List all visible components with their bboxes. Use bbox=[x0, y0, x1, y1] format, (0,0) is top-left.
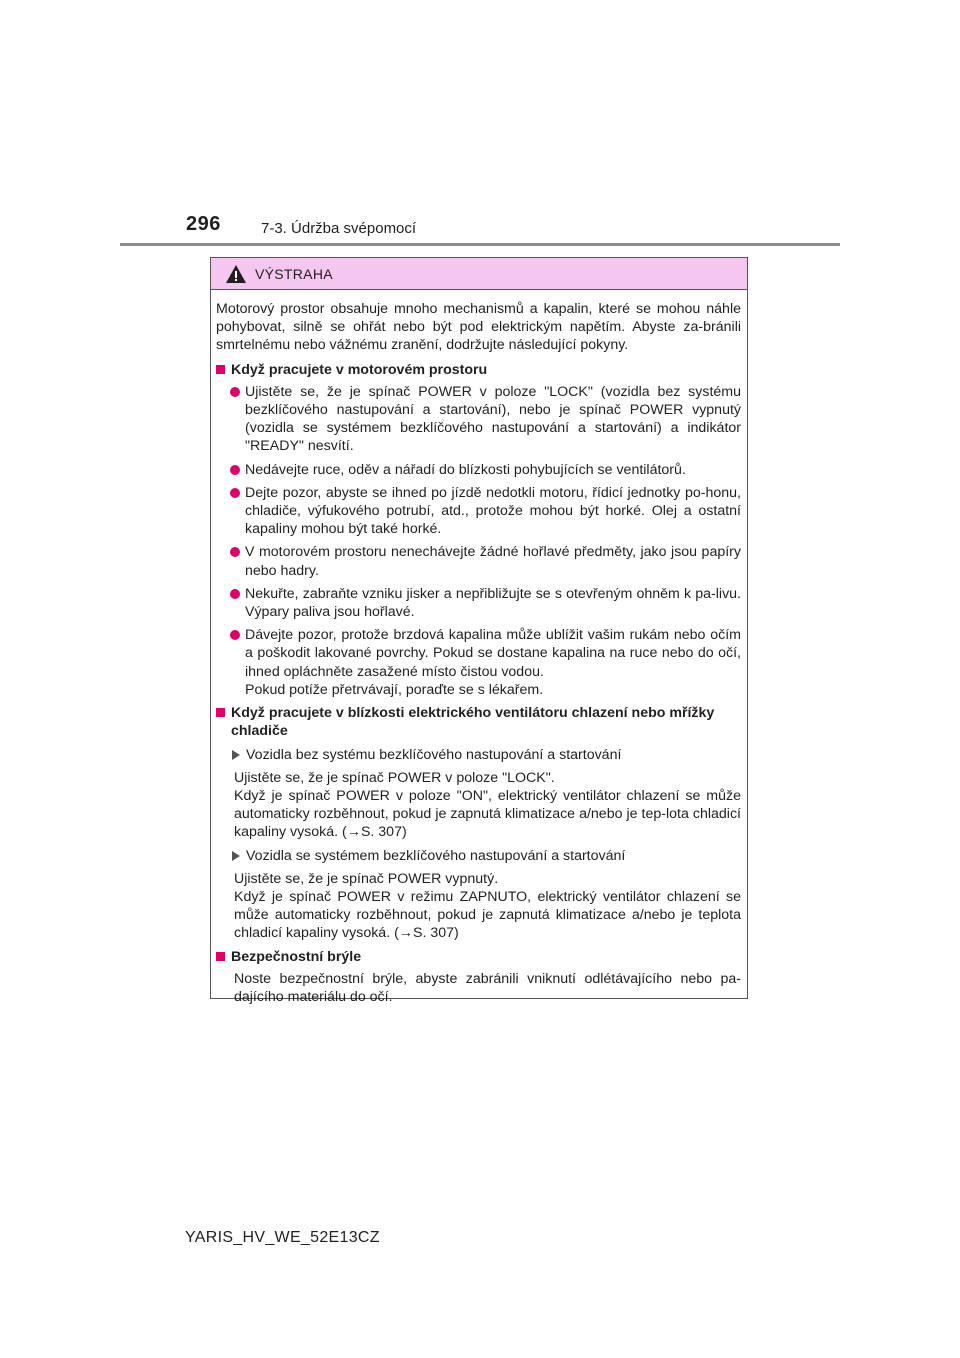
round-bullet-icon bbox=[230, 387, 240, 397]
square-bullet-icon bbox=[216, 365, 225, 374]
heading-text: Když pracujete v blízkosti elektrického ventilátoru chlazení nebo mřížky chladiče bbox=[231, 705, 715, 740]
sub-item bbox=[230, 746, 741, 764]
sub-item-title: Vozidla bez systému bezklíčového nastupování a startování bbox=[246, 747, 622, 764]
sub-item bbox=[230, 847, 741, 865]
sub-item-title: Vozidla se systémem bezklíčového nastupování a startování bbox=[246, 848, 626, 865]
square-bullet-icon bbox=[216, 952, 225, 961]
list-item bbox=[230, 585, 741, 621]
warning-body bbox=[211, 290, 747, 1006]
round-bullet-icon bbox=[230, 547, 240, 557]
header-rule bbox=[120, 243, 840, 246]
warning-title: VÝSTRAHA bbox=[255, 265, 333, 282]
paragraph-line: Ujistěte se, že je spínač POWER vypnutý. bbox=[234, 870, 499, 887]
arrow-bullet-icon bbox=[232, 851, 240, 861]
warning-box bbox=[210, 257, 748, 1005]
heading-text: Bezpečnostní brýle bbox=[231, 948, 362, 965]
paragraph: Noste bezpečnostní brýle, abyste zabránili vniknutí odlétávajícího nebo pa-dajícího materiálu do očí. bbox=[234, 970, 741, 1005]
square-bullet-icon bbox=[216, 708, 225, 717]
page-number: 296 bbox=[186, 213, 221, 235]
heading-text: Když pracujete v motorovém prostoru bbox=[231, 361, 488, 378]
list-item bbox=[230, 383, 741, 456]
section-title: 7-3. Údržba svépomocí bbox=[261, 220, 417, 237]
warning-triangle-icon bbox=[225, 264, 247, 284]
list-item-text-line: Pokud potíže přetrvávají, poraďte se s lékařem. bbox=[245, 681, 544, 698]
section-heading-fan bbox=[216, 704, 741, 740]
list-item-text: Ujistěte se, že je spínač POWER v poloze "LOCK" (vozidla bez systému bezklíčového nastupování a startování), nebo je spínač POWER vypnutý (vozidla se systémem bezklíčového nastupování a startování) a indikátor "READY" nesvítí. bbox=[245, 383, 741, 455]
list-item-text: V motorovém prostoru nenechávejte žádné hořlavé předměty, jako jsou papíry nebo hadry. bbox=[245, 544, 741, 579]
warning-intro: Motorový prostor obsahuje mnoho mechanismů a kapalin, které se mohou náhle pohybovat, silně se ohřát nebo být pod elektrickým napětím. Abyste za-bránili smrtelnému nebo vážnému zranění, dodržujte následující pokyny. bbox=[216, 301, 741, 354]
list-item-text: Dejte pozor, abyste se ihned po jízdě nedotkli motoru, řídicí jednotky po-honu, chladiče, výfukového potrubí, atd., protože mohou být horké. Olej a ostatní kapaliny mohou být také horké. bbox=[245, 484, 741, 538]
list-item bbox=[230, 461, 741, 479]
list-item bbox=[230, 543, 741, 579]
warning-header bbox=[211, 258, 747, 290]
list-item bbox=[230, 626, 741, 699]
list-item-text: Nedávejte ruce, oděv a nářadí do blízkosti pohybujících se ventilátorů. bbox=[245, 461, 686, 478]
paragraph-line: Když je spínač POWER v poloze "ON", elektrický ventilátor chlazení se může automaticky rozběhnout, pokud je zapnutá klimatizace a/nebo je tep-lota chladicí kapaliny vysoká. (→S. 307) bbox=[234, 787, 741, 841]
section-heading-engine bbox=[216, 361, 741, 379]
round-bullet-icon bbox=[230, 488, 240, 498]
list-item-text bbox=[245, 626, 741, 699]
round-bullet-icon bbox=[230, 630, 240, 640]
list-item-text: Nekuřte, zabraňte vzniku jisker a nepřibližujte se s otevřeným ohněm k pa-livu. Výpary paliva jsou hořlavé. bbox=[245, 585, 741, 621]
round-bullet-icon bbox=[230, 465, 240, 475]
round-bullet-icon bbox=[230, 589, 240, 599]
arrow-bullet-icon bbox=[232, 750, 240, 760]
list-item bbox=[230, 484, 741, 539]
section-heading-glasses bbox=[216, 948, 741, 966]
paragraph-line: Když je spínač POWER v režimu ZAPNUTO, elektrický ventilátor chlazení se může automaticky rozběhnout, pokud je zapnutá klimatizace a/nebo je teplota chladicí kapaliny vysoká. (→S. 307) bbox=[234, 888, 741, 942]
document-code: YARIS_HV_WE_52E13CZ bbox=[185, 1229, 380, 1246]
paragraph-line: Ujistěte se, že je spínač POWER v poloze "LOCK". bbox=[234, 769, 555, 786]
paragraph bbox=[234, 769, 741, 842]
paragraph bbox=[234, 870, 741, 943]
list-item-text-line: Dávejte pozor, protože brzdová kapalina může ublížit vašim rukám nebo očím a poškodit lakované povrchy. Pokud se dostane kapalina na ruce nebo do očí, ihned opláchněte zasažené místo čistou vodou. bbox=[245, 627, 741, 680]
